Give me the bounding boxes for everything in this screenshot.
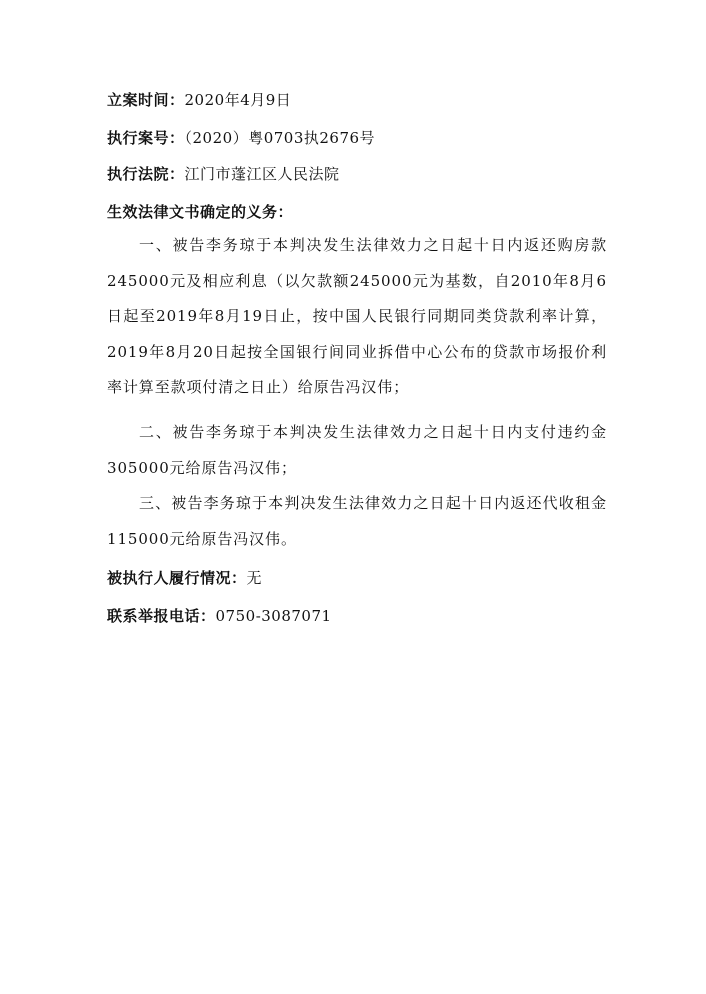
- obligations-heading: 生效法律文书确定的义务：: [107, 203, 294, 221]
- obligation-item-3: 三、被告李务琼于本判决发生法律效力之日起十日内返还代收租金115000元给原告冯汉伟。: [107, 494, 607, 548]
- performance-label: 被执行人履行情况：: [107, 569, 247, 587]
- performance-value: 无: [246, 569, 263, 587]
- performance-row: [107, 568, 262, 588]
- contact-row: [107, 606, 332, 626]
- court-value: 江门市蓬江区人民法院: [184, 165, 340, 183]
- obligations-heading-row: [107, 202, 293, 222]
- filing-date-value: 2020年4月9日: [184, 91, 292, 109]
- court-row: [107, 164, 340, 184]
- contact-phone: 0750-3087071: [215, 607, 332, 625]
- case-number-row: [107, 128, 375, 148]
- obligation-item-1: 一、被告李务琼于本判决发生法律效力之日起十日内返还购房款245000元及相应利息（以欠款额245000元为基数，自2010年8月6日起至2019年8月19日止，按中国人民银行同期同类贷款利率计算，2019年8月20日起按全国银行间同业拆借中心公布的贷款市场报价利率计算至款项付清之日止）给原告冯汉伟；: [107, 236, 607, 396]
- filing-date-label: 立案时间：: [107, 91, 185, 109]
- filing-date-row: [107, 90, 291, 110]
- court-label: 执行法院：: [107, 165, 185, 183]
- contact-label: 联系举报电话：: [107, 607, 216, 625]
- case-number-value: （2020）粤0703执2676号: [184, 129, 376, 147]
- obligation-item-2: 二、被告李务琼于本判决发生法律效力之日起十日内支付违约金305000元给原告冯汉伟；: [107, 423, 607, 477]
- case-number-label: 执行案号：: [107, 129, 185, 147]
